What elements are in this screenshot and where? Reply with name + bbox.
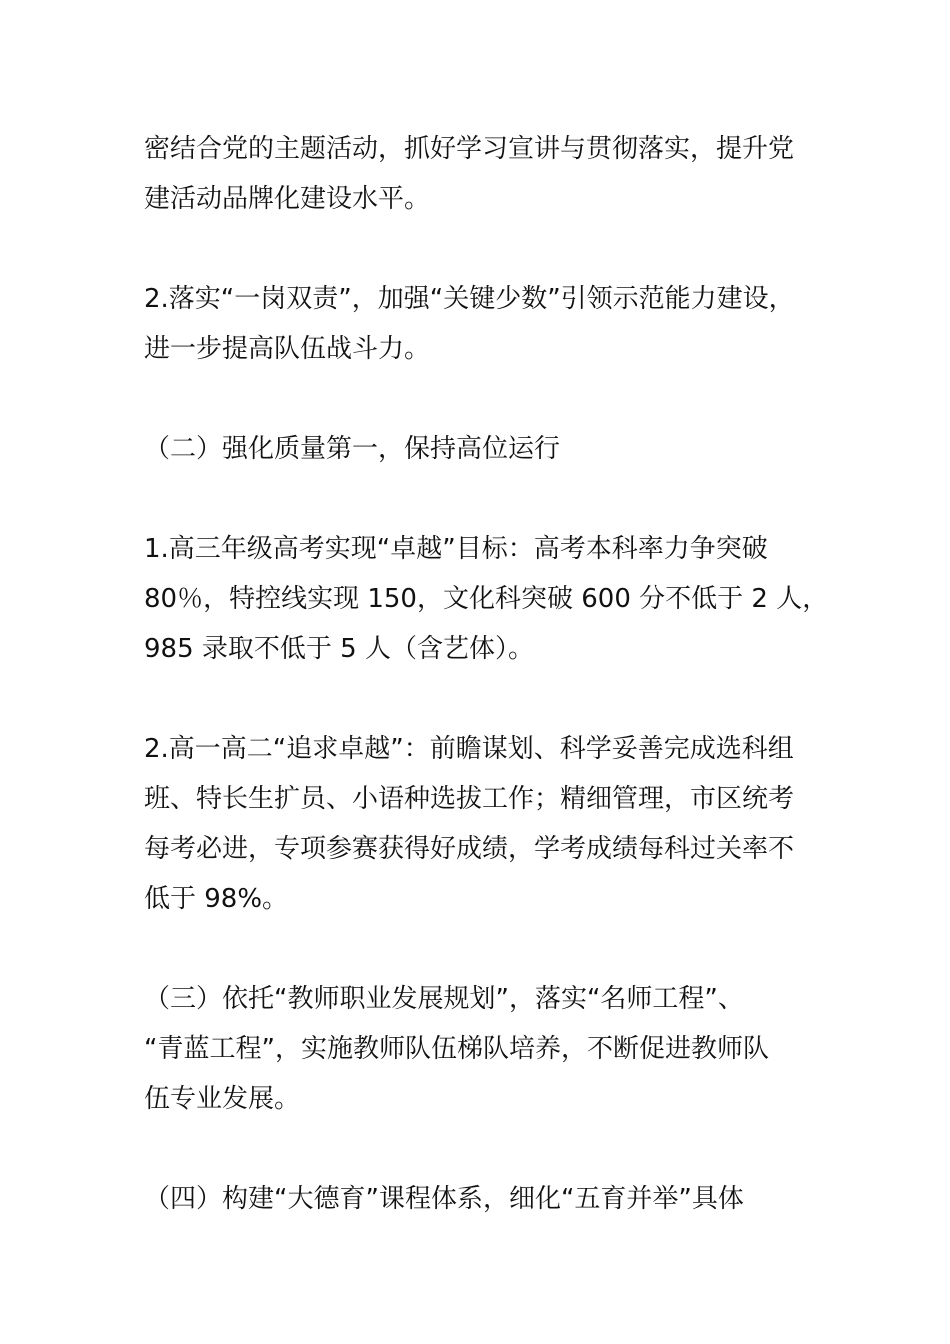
text-line: 80％，特控线实现 150，文化科突破 600 分不低于 2 人，	[144, 584, 829, 614]
text-line: 密结合党的主题活动，抓好学习宣讲与贯彻落实，提升党	[144, 134, 795, 164]
text-line: 2.高一高二“追求卓越”：前瞻谋划、科学妥善完成选科组	[144, 734, 794, 764]
section-heading-teacher-development	[144, 974, 844, 1124]
paragraph-junior-grades-goals	[144, 724, 844, 924]
text-line: （二）强化质量第一，保持高位运行	[144, 434, 561, 464]
document-page	[144, 124, 844, 1274]
text-line: 伍专业发展。	[144, 1084, 301, 1114]
text-line: 建活动品牌化建设水平。	[144, 184, 431, 214]
section-heading-moral-education	[144, 1174, 844, 1224]
text-line: “青蓝工程”，实施教师队伍梯队培养，不断促进教师队	[144, 1034, 769, 1064]
text-line: 2.落实“一岗双责”，加强“关键少数”引领示范能力建设，	[144, 284, 795, 314]
paragraph-party-activities	[144, 124, 844, 224]
paragraph-senior-exam-goals	[144, 524, 844, 674]
section-heading-quality	[144, 424, 844, 474]
text-line: （三）依托“教师职业发展规划”，落实“名师工程”、	[144, 984, 744, 1014]
text-line: 低于 98%。	[144, 884, 289, 914]
text-line: （四）构建“大德育”课程体系，细化“五育并举”具体	[144, 1184, 744, 1214]
text-line: 每考必进，专项参赛获得好成绩，学考成绩每科过关率不	[144, 834, 795, 864]
paragraph-dual-responsibility	[144, 274, 844, 374]
text-line: 班、特长生扩员、小语种选拔工作；精细管理，市区统考	[144, 784, 795, 814]
text-line: 1.高三年级高考实现“卓越”目标：高考本科率力争突破	[144, 534, 768, 564]
text-line: 进一步提高队伍战斗力。	[144, 334, 431, 364]
text-line: 985 录取不低于 5 人（含艺体）。	[144, 634, 534, 664]
